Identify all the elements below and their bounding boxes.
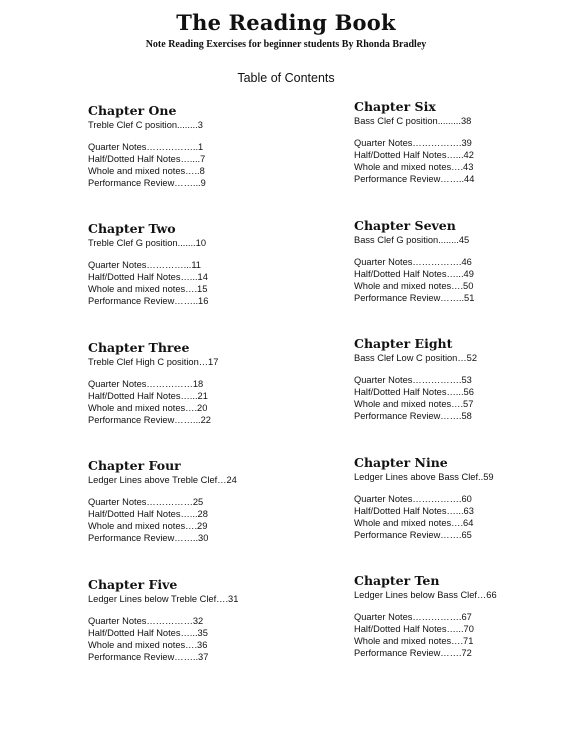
chapter-title: Chapter Two: [88, 221, 176, 236]
toc-entry: Whole and mixed notes…..8: [88, 166, 205, 176]
toc-entry: Half/Dotted Half Notes…...21: [88, 391, 208, 401]
toc-entry: Performance Review…….65: [354, 530, 472, 540]
chapter-position: Bass Clef G position........45: [354, 235, 470, 245]
chapter-two: [88, 221, 308, 307]
toc-entry: Performance Review……..44: [354, 174, 475, 184]
book-subtitle: Note Reading Exercises for beginner students By Rhonda Bradley: [145, 39, 427, 50]
chapter-position: Treble Clef High C position…17: [88, 357, 219, 367]
toc-entry: Whole and mixed notes….64: [354, 518, 474, 528]
toc-entry: Whole and mixed notes….57: [354, 399, 474, 409]
toc-entry: Half/Dotted Half Notes…....7: [88, 154, 206, 164]
chapter-four: [88, 458, 308, 544]
chapter-position: Ledger Lines below Treble Clef….31: [88, 594, 239, 604]
chapter-position: Ledger Lines above Bass Clef..59: [354, 472, 494, 482]
chapter-title: Chapter One: [88, 103, 177, 118]
chapter-title: Chapter Nine: [354, 455, 448, 470]
chapter-seven: [354, 218, 572, 304]
toc-entry: Half/Dotted Half Notes…...42: [354, 150, 474, 160]
toc-entry: Performance Review……...9: [88, 178, 206, 188]
toc-entry: Quarter Notes…………….39: [354, 138, 472, 148]
toc-entry: Half/Dotted Half Notes…...49: [354, 269, 474, 279]
toc-entry: Quarter Notes…………….67: [354, 612, 472, 622]
toc-entry: Whole and mixed notes….43: [354, 162, 474, 172]
toc-entry: Performance Review……..30: [88, 533, 209, 543]
chapter-title: Chapter Three: [88, 340, 190, 355]
toc-entry: Quarter Notes……………18: [88, 379, 204, 389]
toc-entry: Whole and mixed notes….20: [88, 403, 208, 413]
toc-entry: Performance Review……..51: [354, 293, 475, 303]
toc-entry: Whole and mixed notes….29: [88, 521, 208, 531]
chapter-position: Bass Clef C position.........38: [354, 116, 472, 126]
chapter-one: [88, 103, 308, 189]
chapter-title: Chapter Eight: [354, 336, 453, 351]
toc-entry: Quarter Notes…………...11: [88, 260, 201, 270]
chapter-five: [88, 577, 308, 663]
toc-entry: Quarter Notes…………….46: [354, 257, 472, 267]
chapter-title: Chapter Seven: [354, 218, 456, 233]
toc-entry: Quarter Notes……………..1: [88, 142, 204, 152]
chapter-three: [88, 340, 308, 426]
toc-entry: Half/Dotted Half Notes…...28: [88, 509, 208, 519]
toc-entry: Quarter Notes……………25: [88, 497, 204, 507]
chapter-eight: [354, 336, 572, 422]
chapter-position: Ledger Lines above Treble Clef…24: [88, 475, 237, 485]
chapter-title: Chapter Four: [88, 458, 181, 473]
toc-entry: Half/Dotted Half Notes…...14: [88, 272, 208, 282]
chapter-title: Chapter Five: [88, 577, 178, 592]
chapter-ten: [354, 573, 572, 659]
toc-entry: Half/Dotted Half Notes…...56: [354, 387, 474, 397]
toc-entry: Whole and mixed notes….50: [354, 281, 474, 291]
toc-entry: Half/Dotted Half Notes…...35: [88, 628, 208, 638]
chapter-nine: [354, 455, 572, 541]
chapter-position: Treble Clef C position........3: [88, 120, 203, 130]
toc-entry: Half/Dotted Half Notes…...70: [354, 624, 474, 634]
book-title: The Reading Book: [176, 10, 396, 35]
toc-heading: Table of Contents: [237, 71, 335, 85]
toc-entry: Quarter Notes…………….60: [354, 494, 472, 504]
chapter-position: Treble Clef G position.......10: [88, 238, 206, 248]
toc-entry: Whole and mixed notes….36: [88, 640, 208, 650]
toc-entry: Whole and mixed notes….15: [88, 284, 208, 294]
toc-entry: Half/Dotted Half Notes…...63: [354, 506, 474, 516]
chapter-six: [354, 99, 572, 185]
chapter-title: Chapter Ten: [354, 573, 440, 588]
chapter-title: Chapter Six: [354, 99, 436, 114]
chapter-position: Bass Clef Low C position…52: [354, 353, 477, 363]
toc-entry: Quarter Notes……………32: [88, 616, 204, 626]
toc-entry: Performance Review……...22: [88, 415, 211, 425]
chapter-position: Ledger Lines below Bass Clef…66: [354, 590, 497, 600]
toc-entry: Performance Review…….72: [354, 648, 472, 658]
toc-entry: Performance Review……..16: [88, 296, 209, 306]
toc-entry: Performance Review…….58: [354, 411, 472, 421]
toc-entry: Quarter Notes…………….53: [354, 375, 472, 385]
toc-entry: Whole and mixed notes….71: [354, 636, 474, 646]
toc-entry: Performance Review……..37: [88, 652, 209, 662]
